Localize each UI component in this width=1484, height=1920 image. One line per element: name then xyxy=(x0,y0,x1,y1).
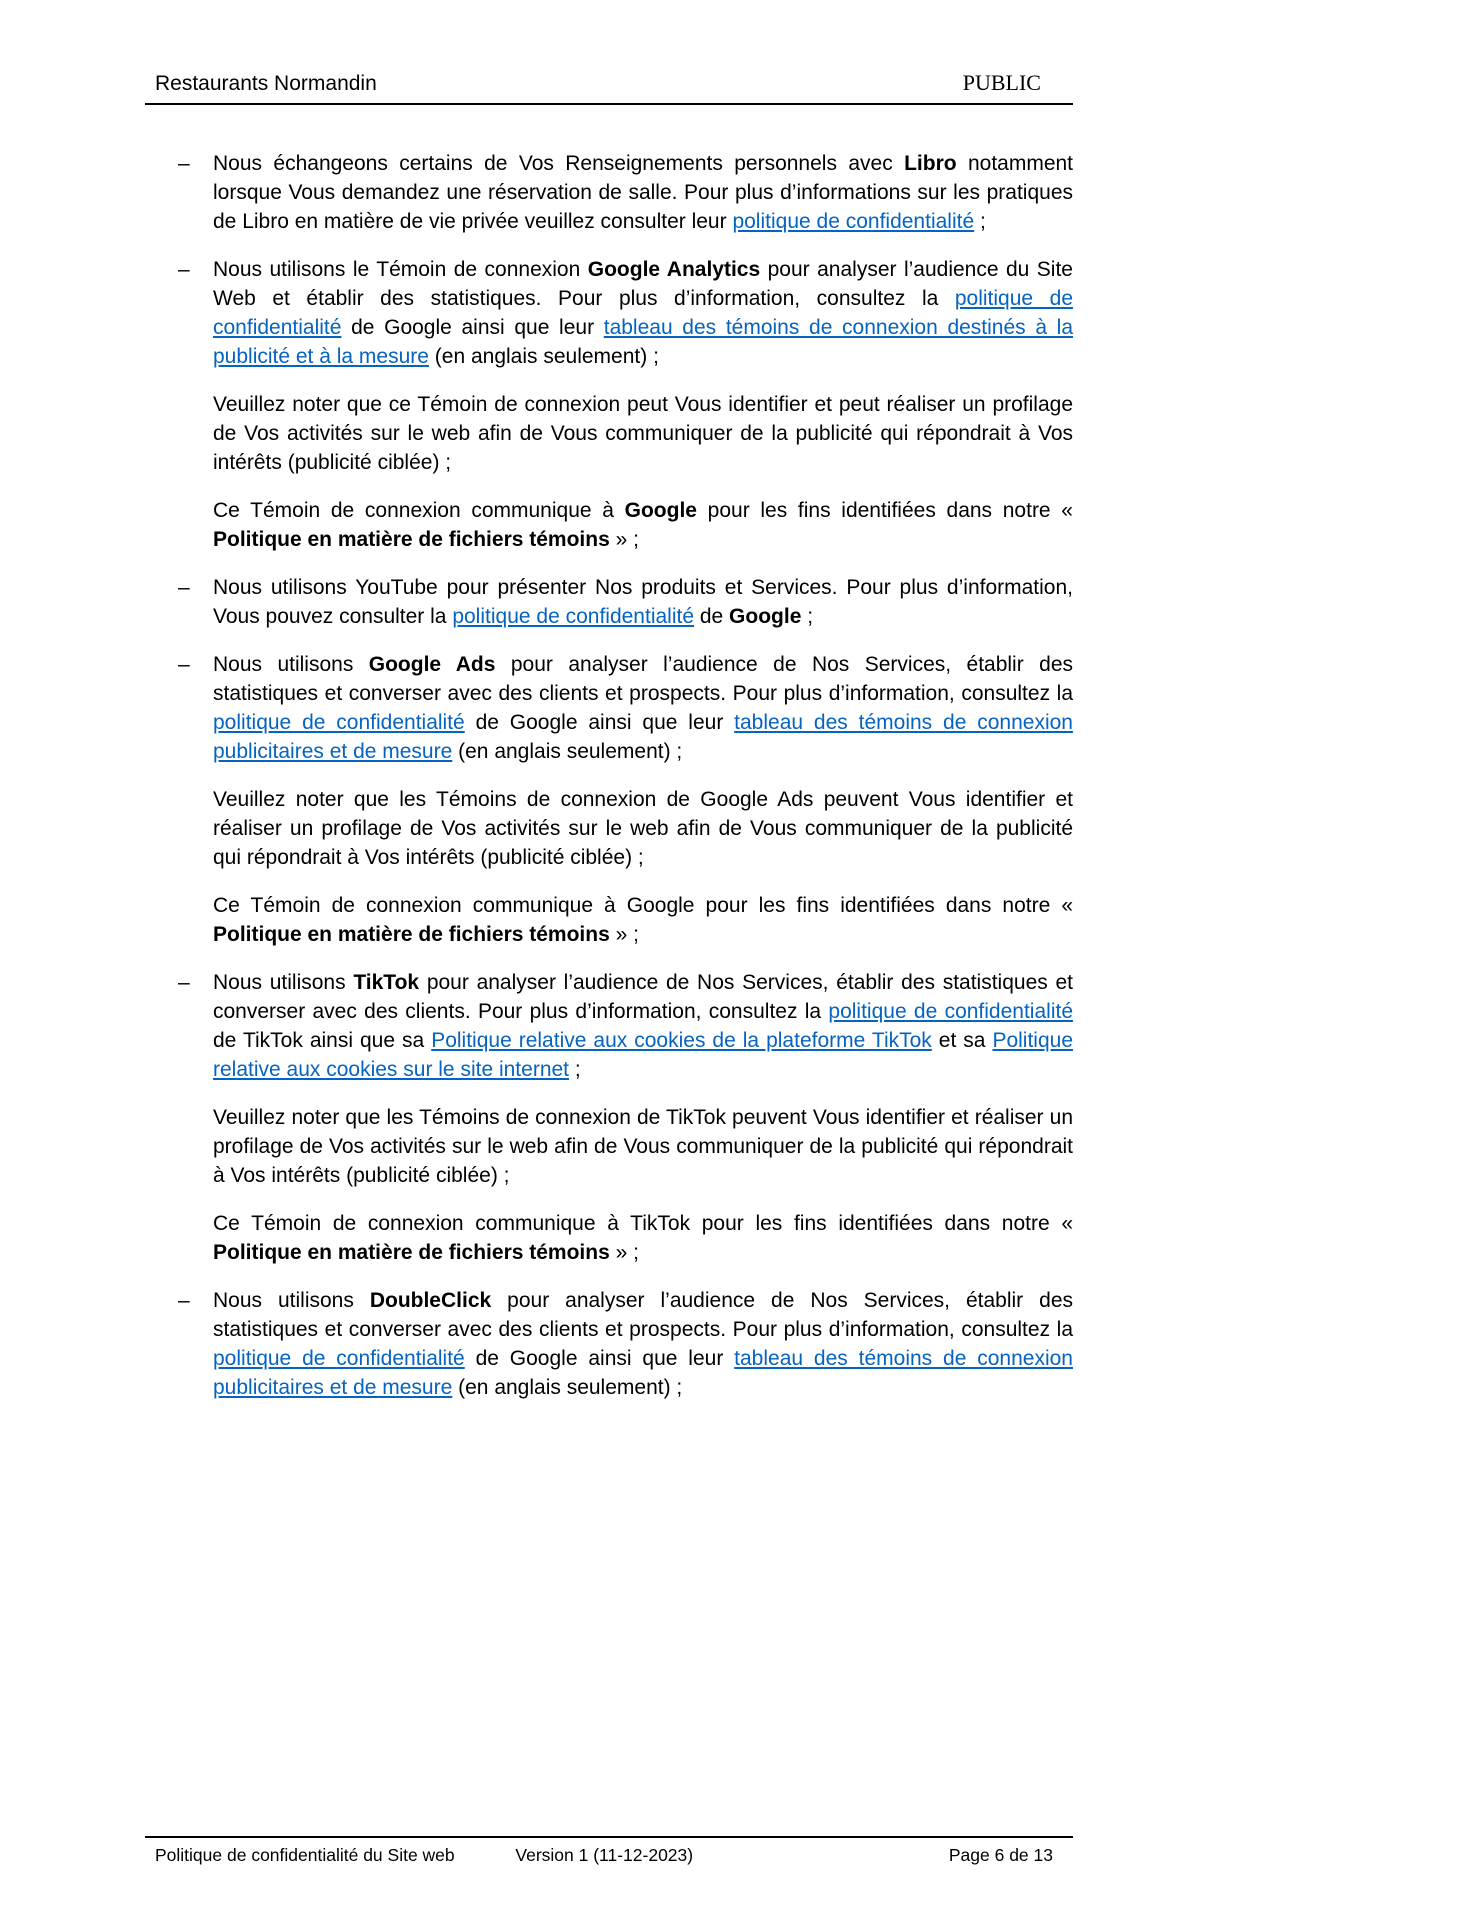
text-run: ; xyxy=(801,605,814,628)
text-run: Politique en matière de fichiers témoins xyxy=(213,923,610,946)
document-body xyxy=(145,105,1073,1402)
paragraph xyxy=(145,255,1073,371)
hyperlink[interactable]: politique de confidentialité xyxy=(213,287,1074,339)
text-run: Google xyxy=(729,605,802,628)
bullet-dash: – xyxy=(178,152,190,175)
hyperlink[interactable]: tableau des témoins de connexion publicitaires et de mesure xyxy=(213,711,1073,763)
list-item xyxy=(145,573,1073,631)
list-item xyxy=(145,968,1073,1267)
text-run: de xyxy=(694,605,730,628)
paragraph xyxy=(145,968,1073,1084)
page-header xyxy=(145,0,1073,105)
text-run: notamment lorsque Vous demandez une réservation de salle. Pour plus d’informations sur les pratiques de Libro en matière de vie privée veuillez consulter leur xyxy=(213,152,1074,233)
hyperlink[interactable]: tableau des témoins de connexion publicitaires et de mesure xyxy=(213,1347,1073,1399)
paragraph xyxy=(145,650,1073,766)
paragraph xyxy=(145,1286,1073,1402)
text-run: Google Ads xyxy=(368,653,496,676)
text-run: Libro xyxy=(904,152,957,175)
text-run: DoubleClick xyxy=(369,1289,492,1312)
paragraph xyxy=(145,149,1073,236)
content-area xyxy=(145,0,1073,1421)
text-run: pour les fins identifiées dans notre « xyxy=(696,499,1073,522)
footer-page-number: Page 6 de 13 xyxy=(948,1845,1053,1865)
text-run: » ; xyxy=(609,923,639,946)
text-run: Nous utilisons xyxy=(213,1289,370,1312)
text-run: Nous utilisons xyxy=(213,971,354,994)
header-classification: PUBLIC xyxy=(962,70,1041,95)
paragraph xyxy=(145,891,1073,949)
hyperlink[interactable]: Politique relative aux cookies de la plateforme TikTok xyxy=(431,1029,932,1052)
text-run: de TikTok ainsi que sa xyxy=(213,1029,432,1052)
list-item xyxy=(145,1286,1073,1402)
paragraph xyxy=(145,573,1073,631)
list-item xyxy=(145,149,1073,236)
bullet-dash: – xyxy=(178,971,190,994)
content-list xyxy=(145,149,1073,1402)
text-run: Veuillez noter que les Témoins de connexion de Google Ads peuvent Vous identifier et réaliser un profilage de Vos activités sur le web afin de Vous communiquer de la publicité qui répondrait à Vos intérêts (publicité ciblée) ; xyxy=(213,788,1073,869)
text-run: de Google ainsi que leur xyxy=(464,711,735,734)
text-run: pour analyser l’audience de Nos Services, établir des statistiques et converser avec des clients et prospects. Pour plus d’information, consultez la xyxy=(213,653,1074,705)
text-run: (en anglais seulement) ; xyxy=(452,1376,683,1399)
text-run: » ; xyxy=(609,528,639,551)
footer-version: Version 1 (11-12-2023) xyxy=(515,1845,694,1865)
text-run: pour analyser l’audience de Nos Services, établir des statistiques et converser avec des clients et prospects. Pour plus d’information, consultez la xyxy=(213,1289,1073,1341)
text-run: Ce Témoin de connexion communique à Google pour les fins identifiées dans notre « xyxy=(213,894,1073,917)
text-run: pour analyser l’audience de Nos Services, établir des statistiques et converser avec des clients. Pour plus d’information, consultez la xyxy=(213,971,1073,1023)
hyperlink[interactable]: politique de confidentialité xyxy=(452,605,695,628)
text-run: Veuillez noter que ce Témoin de connexion peut Vous identifier et peut réaliser un profilage de Vos activités sur le web afin de Vous communiquer de la publicité qui répondrait à Vos intérêts (publicité ciblée) ; xyxy=(213,393,1073,474)
hyperlink[interactable]: politique de confidentialité xyxy=(828,1000,1073,1023)
list-item xyxy=(145,255,1073,554)
text-run: Veuillez noter que les Témoins de connexion de TikTok peuvent Vous identifier et réaliser un profilage de Vos activités sur le web afin de Vous communiquer de la publicité qui répondrait à Vos intérêts (publicité ciblée) ; xyxy=(213,1106,1073,1187)
bullet-dash: – xyxy=(178,1289,190,1312)
text-run: Ce Témoin de connexion communique à TikTok pour les fins identifiées dans notre « xyxy=(213,1212,1073,1235)
hyperlink[interactable]: politique de confidentialité xyxy=(213,1347,465,1370)
hyperlink[interactable]: Politique relative aux cookies sur le site internet xyxy=(213,1029,1073,1081)
bullet-dash: – xyxy=(178,258,190,281)
text-run: Nous utilisons xyxy=(213,653,369,676)
bullet-dash: – xyxy=(178,576,190,599)
text-run: Nous utilisons le Témoin de connexion xyxy=(213,258,588,281)
text-run: TikTok xyxy=(353,971,420,994)
text-run: ; xyxy=(974,210,986,233)
footer-document-title: Politique de confidentialité du Site web xyxy=(155,1845,455,1865)
text-run: Google xyxy=(624,499,697,522)
text-run: de Google ainsi que leur xyxy=(341,316,604,339)
bullet-dash: – xyxy=(178,653,190,676)
paragraph xyxy=(145,785,1073,872)
text-run: Politique en matière de fichiers témoins xyxy=(213,1241,610,1264)
text-run: (en anglais seulement) ; xyxy=(428,345,659,368)
hyperlink[interactable]: politique de confidentialité xyxy=(213,711,465,734)
header-title: Restaurants Normandin xyxy=(155,72,377,95)
list-item xyxy=(145,650,1073,949)
paragraph xyxy=(145,1209,1073,1267)
paragraph xyxy=(145,390,1073,477)
text-run: pour analyser l’audience du Site Web et établir des statistiques. Pour plus d’information, consultez la xyxy=(213,258,1073,310)
text-run: (en anglais seulement) ; xyxy=(452,740,683,763)
text-run: Google Analytics xyxy=(587,258,761,281)
text-run: » ; xyxy=(609,1241,639,1264)
text-run: Nous échangeons certains de Vos Renseignements personnels avec xyxy=(213,152,905,175)
text-run: ; xyxy=(569,1058,581,1081)
text-run: Nous utilisons YouTube pour présenter Nos produits et Services. Pour plus d’information, Vous pouvez consulter la xyxy=(213,576,1073,628)
paragraph xyxy=(145,496,1073,554)
paragraph xyxy=(145,1103,1073,1190)
text-run: Politique en matière de fichiers témoins xyxy=(213,528,610,551)
hyperlink[interactable]: tableau des témoins de connexion destinés à la publicité et à la mesure xyxy=(213,316,1074,368)
page-footer xyxy=(145,1836,1073,1866)
text-run: et sa xyxy=(931,1029,993,1052)
text-run: Ce Témoin de connexion communique à xyxy=(213,499,625,522)
hyperlink[interactable]: politique de confidentialité xyxy=(732,210,975,233)
text-run: de Google ainsi que leur xyxy=(464,1347,735,1370)
